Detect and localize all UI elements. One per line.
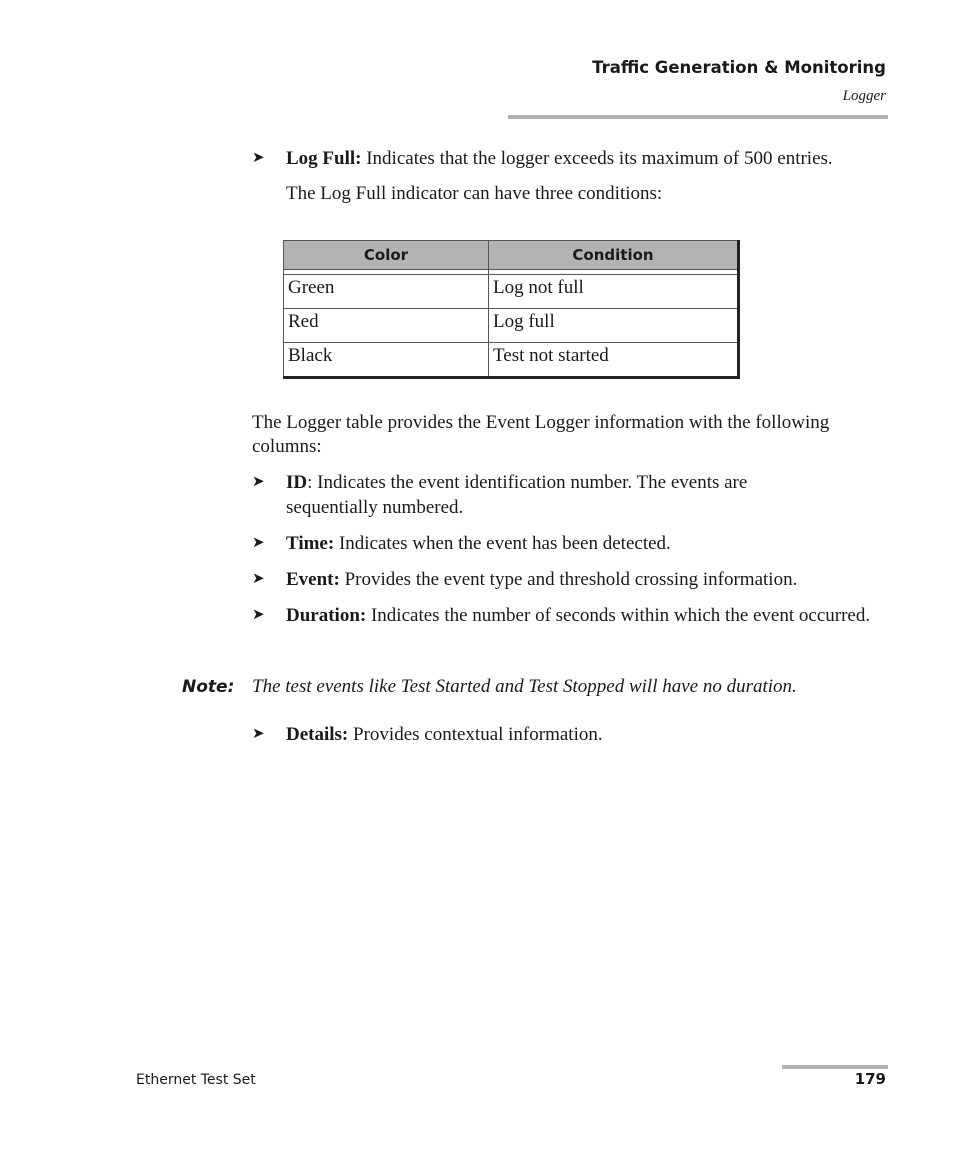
desc: Indicates the number of seconds within which the event occurred. (366, 605, 871, 626)
note-label: Note: (182, 677, 235, 697)
bullet-event (252, 567, 872, 592)
header-rule (508, 115, 888, 119)
bullet-duration (252, 603, 877, 628)
header-subtitle: Logger (842, 88, 886, 104)
bullet-arrow-icon: ➤ (252, 150, 265, 166)
bullet-arrow-icon: ➤ (252, 726, 265, 742)
table-cell-condition: Test not started (489, 343, 739, 378)
term: Duration: (286, 605, 367, 626)
desc: Provides contextual information. (348, 724, 603, 745)
bullet-arrow-icon: ➤ (252, 474, 265, 490)
desc: Indicates that the logger exceeds its maximum of 500 entries. (361, 148, 833, 169)
term: Event: (286, 569, 340, 590)
desc: Provides the event type and threshold crossing information. (339, 569, 798, 590)
page-number: 179 (854, 1070, 886, 1088)
bullet-arrow-icon: ➤ (252, 607, 265, 623)
term: ID (286, 472, 308, 493)
term: Time: (286, 533, 335, 554)
desc: Indicates when the event has been detected. (334, 533, 671, 554)
note-text: The test events like Test Started and Test Stopped will have no duration. (252, 676, 797, 697)
term: Details: (286, 724, 349, 745)
term: Log Full: (286, 148, 362, 169)
table-header-condition: Condition (489, 241, 739, 270)
bullet-details (252, 722, 872, 747)
bullet-id (252, 470, 842, 520)
table-row (284, 343, 739, 378)
table-cell-condition: Log full (489, 309, 739, 343)
table-cell-color: Green (284, 275, 489, 309)
table-row (284, 309, 739, 343)
bullet-arrow-icon: ➤ (252, 571, 265, 587)
footer-doc-title: Ethernet Test Set (136, 1072, 256, 1088)
footer-rule (782, 1065, 888, 1069)
table-row (284, 275, 739, 309)
log-full-table (283, 240, 740, 379)
table-cell-color: Red (284, 309, 489, 343)
bullet-time (252, 531, 872, 556)
header-title: Traffic Generation & Monitoring (592, 58, 886, 77)
table-cell-color: Black (284, 343, 489, 378)
desc: : Indicates the event identification number. The events are sequentially numbered. (286, 472, 748, 518)
bullet-log-full (252, 146, 872, 171)
bullet-arrow-icon: ➤ (252, 535, 265, 551)
log-full-intro: The Log Full indicator can have three conditions: (286, 183, 663, 204)
table-header-color: Color (284, 241, 489, 270)
table-cell-condition: Log not full (489, 275, 739, 309)
columns-intro: The Logger table provides the Event Logger information with the following columns: (252, 412, 830, 457)
